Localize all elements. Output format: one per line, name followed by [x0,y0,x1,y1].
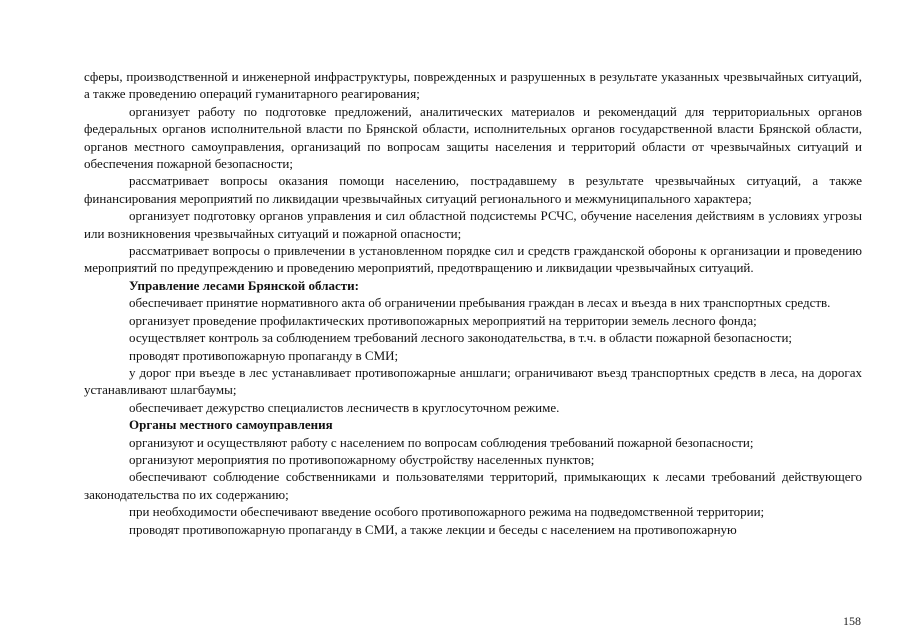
paragraph: обеспечивают соблюдение собственниками и пользователями территорий, примыкающих к лесами требований действующего законодательства по их содержанию; [84,469,862,502]
paragraph: у дорог при въезде в лес устанавливает противопожарные аншлаги; ограничивают въезд транспортных средств в леса, на дорогах устанавливают шлагбаумы; [84,364,862,398]
paragraph: рассматривает вопросы о привлечении в установленном порядке сил и средств гражданской обороны к организации и проведению мероприятий по предупреждению и проведению мероприятий, предотвращению и ликвидации чрезвычайных ситуаций. [84,243,862,276]
paragraph: осуществляет контроль за соблюдением требований лесного законодательства, в т.ч. в области пожарной безопасности; [129,330,793,346]
paragraph: организуют мероприятия по противопожарному обустройству населенных пунктов; [129,451,595,467]
paragraph: обеспечивает дежурство специалистов лесничеств в круглосуточном режиме. [129,399,560,415]
paragraph: обеспечивает принятие нормативного акта об ограничении пребывания граждан в лесах и въезда в них транспортных средств. [129,295,831,311]
section-heading: Управление лесами Брянской области: [129,277,359,293]
section-heading: Органы местного самоуправления [129,417,333,433]
paragraph: рассматривает вопросы оказания помощи населению, пострадавшему в результате чрезвычайных ситуаций, а также финансирования мероприятий по ликвидации чрезвычайных ситуаций регионального и межмуниципального характера; [84,173,862,206]
paragraph: проводят противопожарную пропаганду в СМИ, а также лекции и беседы с населением на противопожарную [129,521,737,537]
paragraph: при необходимости обеспечивают введение особого противопожарного режима на подведомственной территории; [129,504,765,520]
paragraph: организуют и осуществляют работу с населением по вопросам соблюдения требований пожарной безопасности; [129,434,754,450]
paragraph: организует работу по подготовке предложений, аналитических материалов и рекомендаций для территориальных органов федеральных органов исполнительной власти по Брянской области, исполнительных органов государственной власти Брянской области, органов местного самоуправления, организаций по вопросам защиты населения и территорий области от чрезвычайных ситуаций и обеспечения пожарной безопасности; [84,103,862,172]
page-number: 158 [843,614,861,628]
paragraph: сферы, производственной и инженерной инфраструктуры, поврежденных и разрушенных в результате указанных чрезвычайных ситуаций, а также проведению операций гуманитарного реагирования; [84,69,862,102]
paragraph: организует подготовку органов управления и сил областной подсистемы РСЧС, обучение населения действиям в условиях угрозы или возникновения чрезвычайных ситуаций и пожарной опасности; [84,208,862,241]
document-body [84,68,862,538]
paragraph: проводят противопожарную пропаганду в СМИ; [129,347,399,363]
paragraph: организует проведение профилактических противопожарных мероприятий на территории земель лесного фонда; [129,312,757,328]
